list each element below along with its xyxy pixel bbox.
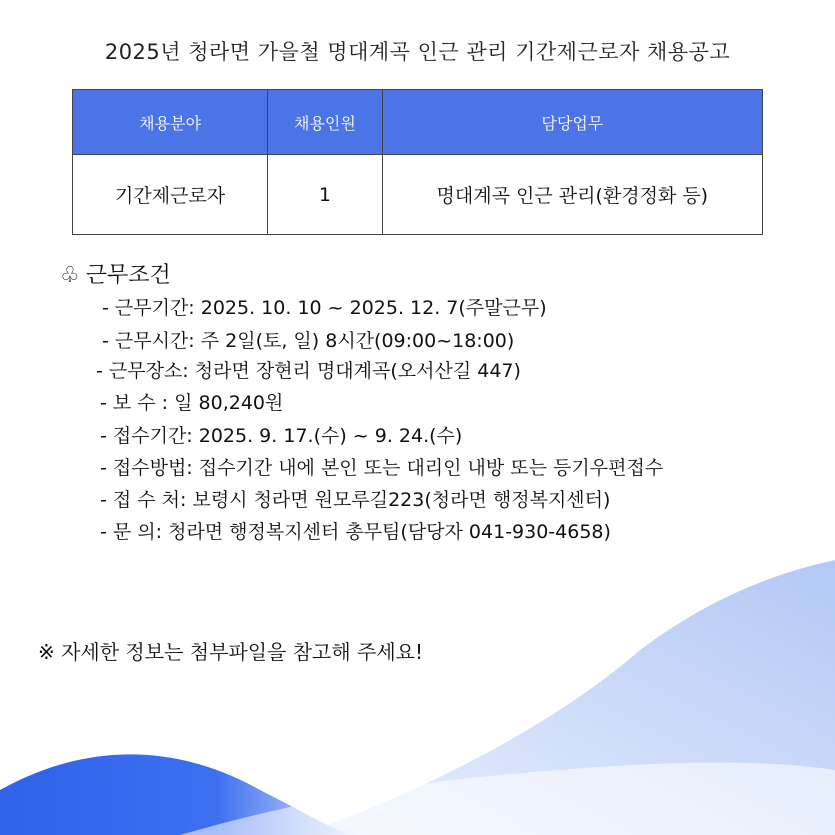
conditions-heading-label: 근무조건 <box>85 263 171 288</box>
header-field: 채용분야 <box>73 90 268 155</box>
condition-inquiry: - 문 의: 청라면 행정복지센터 총무팀(담당자 041-930-4658) <box>100 521 611 543</box>
condition-application-place: - 접 수 처: 보령시 청라면 원모루길223(청라면 행정복지센터) <box>100 489 611 511</box>
attachment-note: ※ 자세한 정보는 첨부파일을 참고해 주세요! <box>38 640 424 664</box>
condition-pay: - 보 수 : 일 80,240원 <box>100 392 284 414</box>
header-count: 채용인원 <box>268 90 382 155</box>
condition-location: - 근무장소: 청라면 장현리 명대계곡(오서산길 447) <box>96 360 521 382</box>
condition-application-period: - 접수기간: 2025. 9. 17.(수) ~ 9. 24.(수) <box>100 425 463 447</box>
condition-application-method: - 접수방법: 접수기간 내에 본인 또는 대리인 내방 또는 등기우편접수 <box>100 457 664 479</box>
cell-duty: 명대계곡 인근 관리(환경정화 등) <box>382 155 762 235</box>
club-icon: ♧ <box>60 263 80 288</box>
condition-period: - 근무기간: 2025. 10. 10 ~ 2025. 12. 7(주말근무) <box>102 297 547 319</box>
condition-hours: - 근무시간: 주 2일(토, 일) 8시간(09:00~18:00) <box>102 330 515 352</box>
notice-title: 2025년 청라면 가을철 명대계곡 인근 관리 기간제근로자 채용공고 <box>104 40 731 64</box>
cell-field: 기간제근로자 <box>73 155 268 235</box>
header-duty: 담당업무 <box>382 90 762 155</box>
cell-count: 1 <box>268 155 382 235</box>
